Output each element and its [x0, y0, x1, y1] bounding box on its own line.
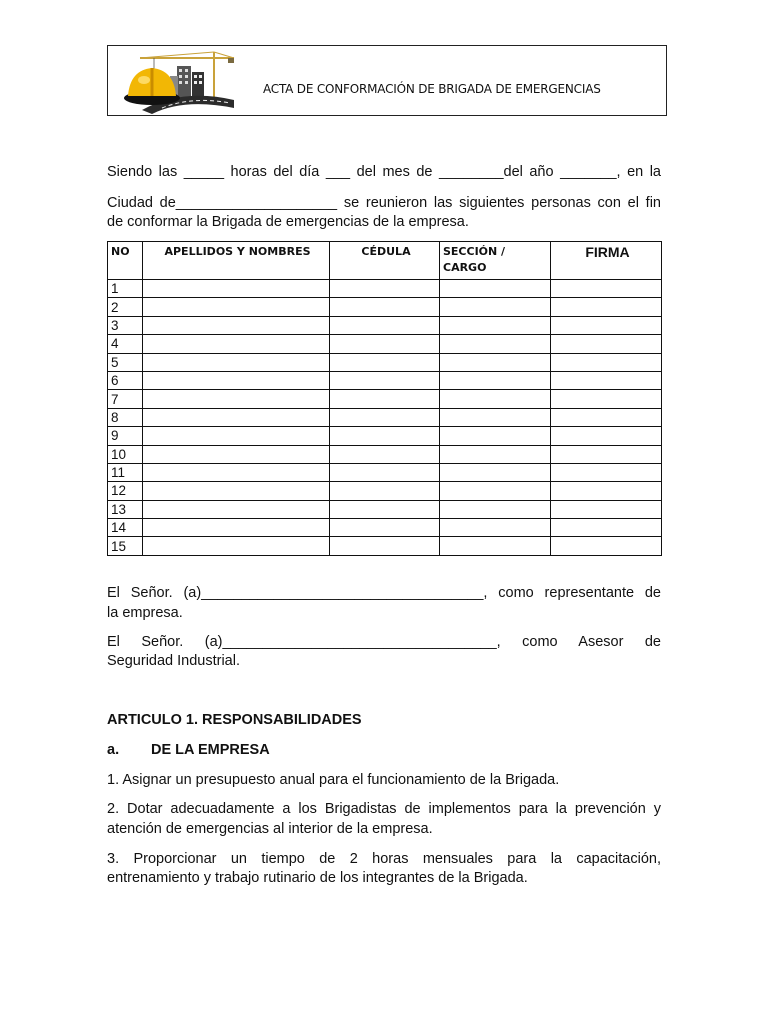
table-row — [108, 519, 662, 537]
responsibility-item-2-line-1: 2. Dotar adecuadamente a los Brigadistas de implementos para la prevención y — [107, 801, 661, 817]
row-number: 12 — [108, 482, 143, 500]
id-cell[interactable] — [330, 335, 440, 353]
section-cell[interactable] — [440, 482, 551, 500]
name-cell[interactable] — [143, 390, 330, 408]
table-row — [108, 371, 662, 389]
section-cell[interactable] — [440, 390, 551, 408]
representative-line-2: la empresa. — [107, 605, 183, 621]
signature-cell[interactable] — [551, 500, 662, 518]
section-cell[interactable] — [440, 298, 551, 316]
section-cell[interactable] — [440, 500, 551, 518]
construction-helmet-logo — [122, 48, 240, 114]
id-cell[interactable] — [330, 280, 440, 298]
name-cell[interactable] — [143, 298, 330, 316]
name-cell[interactable] — [143, 537, 330, 555]
table-row — [108, 335, 662, 353]
signature-cell[interactable] — [551, 353, 662, 371]
row-number: 14 — [108, 519, 143, 537]
signature-cell[interactable] — [551, 463, 662, 481]
section-cell[interactable] — [440, 427, 551, 445]
row-number: 7 — [108, 390, 143, 408]
intro-line-3: de conformar la Brigada de emergencias de la empresa. — [107, 214, 469, 230]
table-header-row — [108, 242, 662, 280]
table-row — [108, 445, 662, 463]
table-row — [108, 482, 662, 500]
table-row — [108, 390, 662, 408]
table-row — [108, 353, 662, 371]
responsibility-item-2-line-2: atención de emergencias al interior de la empresa. — [107, 821, 433, 837]
advisor-line-1: El Señor. (a)__________________________________, como Asesor de — [107, 634, 661, 650]
id-cell[interactable] — [330, 390, 440, 408]
id-cell[interactable] — [330, 316, 440, 334]
id-cell[interactable] — [330, 298, 440, 316]
id-cell[interactable] — [330, 408, 440, 426]
row-number: 9 — [108, 427, 143, 445]
section-cell[interactable] — [440, 408, 551, 426]
table-body — [108, 280, 662, 556]
name-cell[interactable] — [143, 445, 330, 463]
name-cell[interactable] — [143, 463, 330, 481]
section-cell[interactable] — [440, 316, 551, 334]
row-number: 4 — [108, 335, 143, 353]
id-cell[interactable] — [330, 519, 440, 537]
name-cell[interactable] — [143, 316, 330, 334]
signature-cell[interactable] — [551, 445, 662, 463]
id-cell[interactable] — [330, 427, 440, 445]
name-cell[interactable] — [143, 335, 330, 353]
name-cell[interactable] — [143, 371, 330, 389]
signature-cell[interactable] — [551, 371, 662, 389]
id-cell[interactable] — [330, 537, 440, 555]
row-number: 10 — [108, 445, 143, 463]
table-row — [108, 408, 662, 426]
name-cell[interactable] — [143, 353, 330, 371]
table-row — [108, 280, 662, 298]
section-cell[interactable] — [440, 445, 551, 463]
row-number: 6 — [108, 371, 143, 389]
signature-cell[interactable] — [551, 519, 662, 537]
document-title: ACTA DE CONFORMACIÓN DE BRIGADA DE EMERGENCIAS — [263, 82, 601, 96]
article-heading: ARTICULO 1. RESPONSABILIDADES — [107, 712, 362, 728]
id-cell[interactable] — [330, 445, 440, 463]
name-cell[interactable] — [143, 280, 330, 298]
column-header-section: SECCIÓN / CARGO — [440, 242, 551, 280]
signature-cell[interactable] — [551, 298, 662, 316]
intro-line-1: Siendo las _____ horas del día ___ del mes de ________del año _______, en la — [107, 164, 661, 180]
row-number: 11 — [108, 463, 143, 481]
signature-cell[interactable] — [551, 316, 662, 334]
column-header-signature: FIRMA — [551, 242, 662, 280]
section-cell[interactable] — [440, 537, 551, 555]
row-number: 1 — [108, 280, 143, 298]
document-header — [107, 45, 667, 116]
responsibility-item-3-line-1: 3. Proporcionar un tiempo de 2 horas mensuales para la capacitación, — [107, 851, 661, 867]
name-cell[interactable] — [143, 408, 330, 426]
row-number: 15 — [108, 537, 143, 555]
row-number: 3 — [108, 316, 143, 334]
row-number: 8 — [108, 408, 143, 426]
column-header-no: NO — [108, 242, 143, 280]
signature-cell[interactable] — [551, 390, 662, 408]
responsibility-item-1: 1. Asignar un presupuesto anual para el funcionamiento de la Brigada. — [107, 772, 560, 788]
signature-cell[interactable] — [551, 335, 662, 353]
name-cell[interactable] — [143, 427, 330, 445]
section-cell[interactable] — [440, 519, 551, 537]
brigade-members-table — [107, 241, 662, 556]
section-cell[interactable] — [440, 463, 551, 481]
id-cell[interactable] — [330, 371, 440, 389]
intro-line-2: Ciudad de____________________ se reunieron las siguientes personas con el fin — [107, 195, 661, 211]
id-cell[interactable] — [330, 463, 440, 481]
section-cell[interactable] — [440, 335, 551, 353]
signature-cell[interactable] — [551, 280, 662, 298]
representative-line-1: El Señor. (a)___________________________________, como representante de — [107, 585, 661, 601]
advisor-line-2: Seguridad Industrial. — [107, 653, 240, 669]
responsibility-item-3-line-2: entrenamiento y trabajo rutinario de los integrantes de la Brigada. — [107, 870, 528, 886]
table-row — [108, 298, 662, 316]
table-row — [108, 463, 662, 481]
id-cell[interactable] — [330, 500, 440, 518]
section-letter: a. — [107, 742, 120, 758]
column-header-names: APELLIDOS Y NOMBRES — [143, 242, 330, 280]
section-title: DE LA EMPRESA — [151, 742, 270, 758]
column-header-id: CÉDULA — [330, 242, 440, 280]
table-row — [108, 537, 662, 555]
id-cell[interactable] — [330, 482, 440, 500]
table-row — [108, 500, 662, 518]
signature-cell[interactable] — [551, 427, 662, 445]
section-cell[interactable] — [440, 353, 551, 371]
id-cell[interactable] — [330, 353, 440, 371]
section-cell[interactable] — [440, 280, 551, 298]
signature-cell[interactable] — [551, 408, 662, 426]
signature-cell[interactable] — [551, 482, 662, 500]
row-number: 2 — [108, 298, 143, 316]
table-row — [108, 316, 662, 334]
signature-cell[interactable] — [551, 537, 662, 555]
name-cell[interactable] — [143, 519, 330, 537]
row-number: 5 — [108, 353, 143, 371]
name-cell[interactable] — [143, 500, 330, 518]
table-row — [108, 427, 662, 445]
row-number: 13 — [108, 500, 143, 518]
section-cell[interactable] — [440, 371, 551, 389]
name-cell[interactable] — [143, 482, 330, 500]
